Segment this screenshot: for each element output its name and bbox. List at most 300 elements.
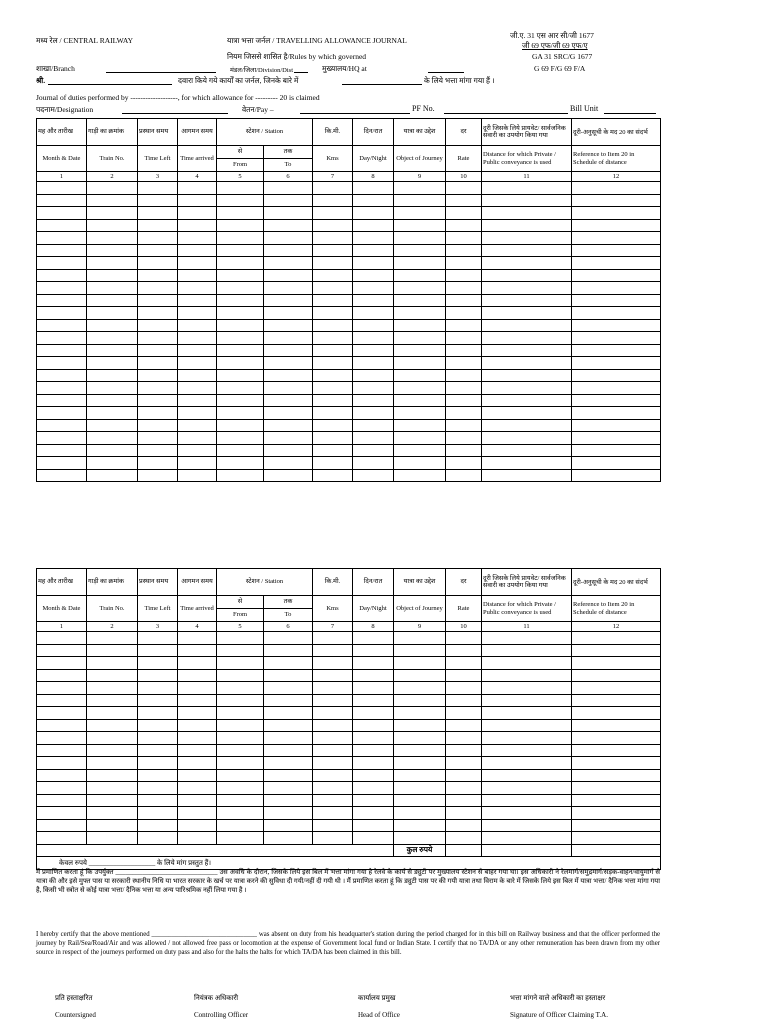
bill-unit-field[interactable] xyxy=(604,113,656,114)
table-cell[interactable] xyxy=(353,269,394,282)
table-cell[interactable] xyxy=(313,819,353,832)
table-cell[interactable] xyxy=(353,319,394,332)
table-cell[interactable] xyxy=(482,707,572,720)
table-cell[interactable] xyxy=(264,782,313,795)
table-cell[interactable] xyxy=(353,219,394,232)
table-cell[interactable] xyxy=(446,669,482,682)
table-cell[interactable] xyxy=(446,744,482,757)
table-cell[interactable] xyxy=(178,719,217,732)
table-cell[interactable] xyxy=(138,657,178,670)
table-cell[interactable] xyxy=(217,469,264,482)
table-cell[interactable] xyxy=(87,344,138,357)
table-cell[interactable] xyxy=(178,757,217,770)
table-cell[interactable] xyxy=(138,282,178,295)
table-cell[interactable] xyxy=(217,344,264,357)
table-cell[interactable] xyxy=(264,182,313,195)
table-cell[interactable] xyxy=(446,182,482,195)
table-cell[interactable] xyxy=(87,307,138,320)
table-cell[interactable] xyxy=(37,744,87,757)
table-cell[interactable] xyxy=(313,469,353,482)
table-cell[interactable] xyxy=(572,632,661,645)
table-cell[interactable] xyxy=(87,357,138,370)
table-cell[interactable] xyxy=(178,807,217,820)
table-cell[interactable] xyxy=(178,282,217,295)
table-cell[interactable] xyxy=(178,632,217,645)
table-cell[interactable] xyxy=(394,232,446,245)
table-cell[interactable] xyxy=(178,469,217,482)
table-cell[interactable] xyxy=(138,807,178,820)
table-cell[interactable] xyxy=(394,182,446,195)
table-cell[interactable] xyxy=(313,319,353,332)
table-cell[interactable] xyxy=(353,207,394,220)
table-cell[interactable] xyxy=(353,794,394,807)
table-cell[interactable] xyxy=(178,319,217,332)
table-cell[interactable] xyxy=(446,794,482,807)
table-cell[interactable] xyxy=(217,294,264,307)
table-cell[interactable] xyxy=(37,244,87,257)
table-cell[interactable] xyxy=(37,269,87,282)
table-cell[interactable] xyxy=(87,732,138,745)
table-cell[interactable] xyxy=(264,257,313,270)
table-cell[interactable] xyxy=(446,769,482,782)
table-cell[interactable] xyxy=(572,382,661,395)
table-cell[interactable] xyxy=(394,319,446,332)
table-cell[interactable] xyxy=(394,644,446,657)
table-cell[interactable] xyxy=(37,719,87,732)
table-cell[interactable] xyxy=(37,369,87,382)
table-cell[interactable] xyxy=(394,444,446,457)
table-cell[interactable] xyxy=(572,369,661,382)
table-cell[interactable] xyxy=(394,257,446,270)
table-cell[interactable] xyxy=(178,219,217,232)
table-cell[interactable] xyxy=(572,444,661,457)
table-cell[interactable] xyxy=(37,644,87,657)
table-cell[interactable] xyxy=(178,307,217,320)
table-cell[interactable] xyxy=(264,432,313,445)
table-cell[interactable] xyxy=(138,732,178,745)
table-cell[interactable] xyxy=(138,819,178,832)
table-cell[interactable] xyxy=(264,444,313,457)
table-cell[interactable] xyxy=(313,257,353,270)
table-cell[interactable] xyxy=(446,832,482,845)
table-cell[interactable] xyxy=(264,207,313,220)
table-cell[interactable] xyxy=(446,257,482,270)
table-cell[interactable] xyxy=(394,357,446,370)
table-cell[interactable] xyxy=(37,794,87,807)
table-cell[interactable] xyxy=(217,669,264,682)
table-cell[interactable] xyxy=(572,832,661,845)
table-cell[interactable] xyxy=(87,332,138,345)
table-cell[interactable] xyxy=(217,257,264,270)
table-cell[interactable] xyxy=(37,757,87,770)
table-cell[interactable] xyxy=(87,207,138,220)
table-cell[interactable] xyxy=(87,269,138,282)
table-cell[interactable] xyxy=(446,819,482,832)
table-cell[interactable] xyxy=(394,207,446,220)
table-cell[interactable] xyxy=(178,669,217,682)
table-cell[interactable] xyxy=(37,469,87,482)
table-cell[interactable] xyxy=(217,432,264,445)
table-cell[interactable] xyxy=(353,769,394,782)
table-cell[interactable] xyxy=(138,219,178,232)
table-cell[interactable] xyxy=(37,782,87,795)
table-cell[interactable] xyxy=(394,657,446,670)
table-cell[interactable] xyxy=(394,194,446,207)
table-cell[interactable] xyxy=(313,644,353,657)
table-cell[interactable] xyxy=(353,669,394,682)
table-cell[interactable] xyxy=(178,344,217,357)
table-cell[interactable] xyxy=(313,269,353,282)
table-cell[interactable] xyxy=(264,794,313,807)
table-cell[interactable] xyxy=(217,369,264,382)
table-cell[interactable] xyxy=(217,244,264,257)
table-cell[interactable] xyxy=(37,319,87,332)
table-cell[interactable] xyxy=(87,757,138,770)
table-cell[interactable] xyxy=(394,719,446,732)
table-cell[interactable] xyxy=(217,457,264,470)
table-cell[interactable] xyxy=(37,194,87,207)
table-cell[interactable] xyxy=(264,832,313,845)
table-cell[interactable] xyxy=(353,369,394,382)
table-cell[interactable] xyxy=(572,744,661,757)
table-cell[interactable] xyxy=(217,682,264,695)
table-cell[interactable] xyxy=(446,282,482,295)
table-cell[interactable] xyxy=(87,219,138,232)
table-cell[interactable] xyxy=(482,182,572,195)
table-cell[interactable] xyxy=(217,757,264,770)
table-cell[interactable] xyxy=(138,832,178,845)
table-cell[interactable] xyxy=(87,469,138,482)
table-cell[interactable] xyxy=(313,769,353,782)
table-cell[interactable] xyxy=(446,469,482,482)
table-cell[interactable] xyxy=(87,382,138,395)
table-cell[interactable] xyxy=(87,419,138,432)
table-cell[interactable] xyxy=(87,319,138,332)
table-cell[interactable] xyxy=(353,782,394,795)
table-cell[interactable] xyxy=(138,207,178,220)
table-cell[interactable] xyxy=(353,244,394,257)
table-cell[interactable] xyxy=(217,332,264,345)
table-cell[interactable] xyxy=(313,282,353,295)
table-cell[interactable] xyxy=(178,682,217,695)
table-cell[interactable] xyxy=(313,307,353,320)
table-cell[interactable] xyxy=(482,732,572,745)
table-cell[interactable] xyxy=(138,669,178,682)
table-cell[interactable] xyxy=(37,407,87,420)
table-cell[interactable] xyxy=(37,307,87,320)
table-cell[interactable] xyxy=(87,394,138,407)
table-cell[interactable] xyxy=(446,644,482,657)
table-cell[interactable] xyxy=(37,232,87,245)
table-cell[interactable] xyxy=(178,657,217,670)
table-cell[interactable] xyxy=(87,407,138,420)
table-cell[interactable] xyxy=(482,219,572,232)
table-cell[interactable] xyxy=(313,807,353,820)
table-cell[interactable] xyxy=(394,669,446,682)
table-cell[interactable] xyxy=(264,669,313,682)
table-cell[interactable] xyxy=(394,407,446,420)
total-distance-cell[interactable] xyxy=(482,844,572,856)
table-cell[interactable] xyxy=(572,282,661,295)
table-cell[interactable] xyxy=(482,744,572,757)
table-cell[interactable] xyxy=(138,682,178,695)
table-cell[interactable] xyxy=(394,732,446,745)
table-cell[interactable] xyxy=(37,832,87,845)
table-cell[interactable] xyxy=(87,194,138,207)
table-cell[interactable] xyxy=(482,782,572,795)
table-cell[interactable] xyxy=(138,257,178,270)
table-cell[interactable] xyxy=(394,294,446,307)
table-cell[interactable] xyxy=(394,269,446,282)
table-cell[interactable] xyxy=(217,782,264,795)
table-cell[interactable] xyxy=(394,394,446,407)
table-cell[interactable] xyxy=(446,694,482,707)
table-cell[interactable] xyxy=(217,769,264,782)
table-cell[interactable] xyxy=(353,694,394,707)
table-cell[interactable] xyxy=(446,307,482,320)
table-cell[interactable] xyxy=(482,307,572,320)
table-cell[interactable] xyxy=(394,832,446,845)
table-cell[interactable] xyxy=(572,394,661,407)
table-cell[interactable] xyxy=(138,444,178,457)
table-cell[interactable] xyxy=(446,294,482,307)
table-cell[interactable] xyxy=(482,682,572,695)
table-cell[interactable] xyxy=(572,332,661,345)
table-cell[interactable] xyxy=(313,219,353,232)
pf-no-field[interactable] xyxy=(444,113,568,114)
table-cell[interactable] xyxy=(446,269,482,282)
table-cell[interactable] xyxy=(87,769,138,782)
hq-field[interactable] xyxy=(428,72,464,73)
period-field[interactable] xyxy=(342,84,422,85)
table-cell[interactable] xyxy=(37,357,87,370)
table-cell[interactable] xyxy=(217,694,264,707)
table-cell[interactable] xyxy=(482,207,572,220)
table-cell[interactable] xyxy=(572,207,661,220)
table-cell[interactable] xyxy=(353,632,394,645)
table-cell[interactable] xyxy=(87,657,138,670)
table-cell[interactable] xyxy=(87,182,138,195)
table-cell[interactable] xyxy=(264,319,313,332)
table-cell[interactable] xyxy=(394,744,446,757)
table-cell[interactable] xyxy=(482,432,572,445)
table-cell[interactable] xyxy=(178,694,217,707)
table-cell[interactable] xyxy=(482,257,572,270)
table-cell[interactable] xyxy=(178,644,217,657)
table-cell[interactable] xyxy=(313,207,353,220)
table-cell[interactable] xyxy=(572,344,661,357)
table-cell[interactable] xyxy=(394,344,446,357)
table-cell[interactable] xyxy=(87,282,138,295)
table-cell[interactable] xyxy=(313,232,353,245)
table-cell[interactable] xyxy=(264,744,313,757)
table-cell[interactable] xyxy=(353,332,394,345)
table-cell[interactable] xyxy=(87,694,138,707)
table-cell[interactable] xyxy=(87,744,138,757)
table-cell[interactable] xyxy=(37,457,87,470)
table-cell[interactable] xyxy=(353,394,394,407)
table-cell[interactable] xyxy=(482,232,572,245)
table-cell[interactable] xyxy=(264,769,313,782)
table-cell[interactable] xyxy=(353,357,394,370)
table-cell[interactable] xyxy=(37,694,87,707)
table-cell[interactable] xyxy=(138,244,178,257)
table-cell[interactable] xyxy=(394,707,446,720)
table-cell[interactable] xyxy=(217,819,264,832)
table-cell[interactable] xyxy=(217,182,264,195)
table-cell[interactable] xyxy=(87,294,138,307)
table-cell[interactable] xyxy=(217,732,264,745)
table-cell[interactable] xyxy=(353,744,394,757)
table-cell[interactable] xyxy=(353,307,394,320)
table-cell[interactable] xyxy=(482,357,572,370)
table-cell[interactable] xyxy=(394,807,446,820)
table-cell[interactable] xyxy=(313,719,353,732)
table-cell[interactable] xyxy=(138,369,178,382)
table-cell[interactable] xyxy=(178,432,217,445)
table-cell[interactable] xyxy=(178,382,217,395)
table-cell[interactable] xyxy=(37,382,87,395)
table-cell[interactable] xyxy=(87,807,138,820)
table-cell[interactable] xyxy=(353,182,394,195)
table-cell[interactable] xyxy=(446,719,482,732)
table-cell[interactable] xyxy=(37,732,87,745)
table-cell[interactable] xyxy=(178,232,217,245)
table-cell[interactable] xyxy=(446,219,482,232)
table-cell[interactable] xyxy=(482,769,572,782)
table-cell[interactable] xyxy=(572,257,661,270)
table-cell[interactable] xyxy=(264,757,313,770)
table-cell[interactable] xyxy=(482,294,572,307)
table-cell[interactable] xyxy=(217,307,264,320)
table-cell[interactable] xyxy=(313,732,353,745)
table-cell[interactable] xyxy=(482,419,572,432)
table-cell[interactable] xyxy=(264,419,313,432)
table-cell[interactable] xyxy=(178,182,217,195)
table-cell[interactable] xyxy=(446,344,482,357)
table-cell[interactable] xyxy=(87,432,138,445)
table-cell[interactable] xyxy=(264,682,313,695)
table-cell[interactable] xyxy=(217,644,264,657)
table-cell[interactable] xyxy=(394,382,446,395)
table-cell[interactable] xyxy=(394,469,446,482)
total-rate-cell[interactable] xyxy=(446,844,482,856)
table-cell[interactable] xyxy=(572,244,661,257)
table-cell[interactable] xyxy=(353,657,394,670)
table-cell[interactable] xyxy=(572,669,661,682)
table-cell[interactable] xyxy=(353,419,394,432)
table-cell[interactable] xyxy=(178,707,217,720)
table-cell[interactable] xyxy=(313,669,353,682)
table-cell[interactable] xyxy=(37,707,87,720)
table-cell[interactable] xyxy=(394,682,446,695)
table-cell[interactable] xyxy=(87,244,138,257)
table-cell[interactable] xyxy=(138,794,178,807)
table-cell[interactable] xyxy=(572,807,661,820)
table-cell[interactable] xyxy=(353,832,394,845)
table-cell[interactable] xyxy=(572,719,661,732)
table-cell[interactable] xyxy=(37,444,87,457)
table-cell[interactable] xyxy=(37,294,87,307)
table-cell[interactable] xyxy=(572,794,661,807)
table-cell[interactable] xyxy=(446,732,482,745)
table-cell[interactable] xyxy=(138,419,178,432)
table-cell[interactable] xyxy=(138,357,178,370)
table-cell[interactable] xyxy=(482,282,572,295)
table-cell[interactable] xyxy=(353,432,394,445)
table-cell[interactable] xyxy=(138,694,178,707)
table-cell[interactable] xyxy=(572,757,661,770)
table-cell[interactable] xyxy=(178,819,217,832)
table-cell[interactable] xyxy=(446,419,482,432)
table-cell[interactable] xyxy=(217,832,264,845)
table-cell[interactable] xyxy=(178,244,217,257)
table-cell[interactable] xyxy=(178,744,217,757)
table-cell[interactable] xyxy=(446,657,482,670)
table-cell[interactable] xyxy=(313,407,353,420)
table-cell[interactable] xyxy=(87,644,138,657)
table-cell[interactable] xyxy=(217,282,264,295)
table-cell[interactable] xyxy=(264,219,313,232)
table-cell[interactable] xyxy=(572,432,661,445)
table-cell[interactable] xyxy=(37,182,87,195)
table-cell[interactable] xyxy=(264,332,313,345)
table-cell[interactable] xyxy=(313,682,353,695)
table-cell[interactable] xyxy=(264,232,313,245)
table-cell[interactable] xyxy=(178,444,217,457)
table-cell[interactable] xyxy=(178,269,217,282)
table-cell[interactable] xyxy=(482,832,572,845)
table-cell[interactable] xyxy=(178,419,217,432)
table-cell[interactable] xyxy=(264,357,313,370)
table-cell[interactable] xyxy=(394,819,446,832)
table-cell[interactable] xyxy=(572,732,661,745)
table-cell[interactable] xyxy=(394,332,446,345)
table-cell[interactable] xyxy=(87,682,138,695)
table-cell[interactable] xyxy=(313,382,353,395)
table-cell[interactable] xyxy=(446,394,482,407)
table-cell[interactable] xyxy=(264,294,313,307)
table-cell[interactable] xyxy=(572,819,661,832)
table-cell[interactable] xyxy=(572,194,661,207)
table-cell[interactable] xyxy=(572,657,661,670)
table-cell[interactable] xyxy=(313,694,353,707)
table-cell[interactable] xyxy=(37,657,87,670)
table-cell[interactable] xyxy=(572,269,661,282)
table-cell[interactable] xyxy=(482,332,572,345)
table-cell[interactable] xyxy=(217,407,264,420)
table-cell[interactable] xyxy=(264,657,313,670)
table-cell[interactable] xyxy=(313,794,353,807)
table-cell[interactable] xyxy=(482,444,572,457)
table-cell[interactable] xyxy=(394,769,446,782)
table-cell[interactable] xyxy=(138,182,178,195)
table-cell[interactable] xyxy=(264,694,313,707)
table-cell[interactable] xyxy=(572,469,661,482)
table-cell[interactable] xyxy=(353,194,394,207)
table-cell[interactable] xyxy=(138,769,178,782)
table-cell[interactable] xyxy=(394,369,446,382)
table-cell[interactable] xyxy=(446,807,482,820)
table-cell[interactable] xyxy=(178,832,217,845)
table-cell[interactable] xyxy=(217,232,264,245)
table-cell[interactable] xyxy=(353,682,394,695)
table-cell[interactable] xyxy=(217,269,264,282)
table-cell[interactable] xyxy=(313,457,353,470)
table-cell[interactable] xyxy=(446,444,482,457)
table-cell[interactable] xyxy=(138,644,178,657)
table-cell[interactable] xyxy=(353,407,394,420)
